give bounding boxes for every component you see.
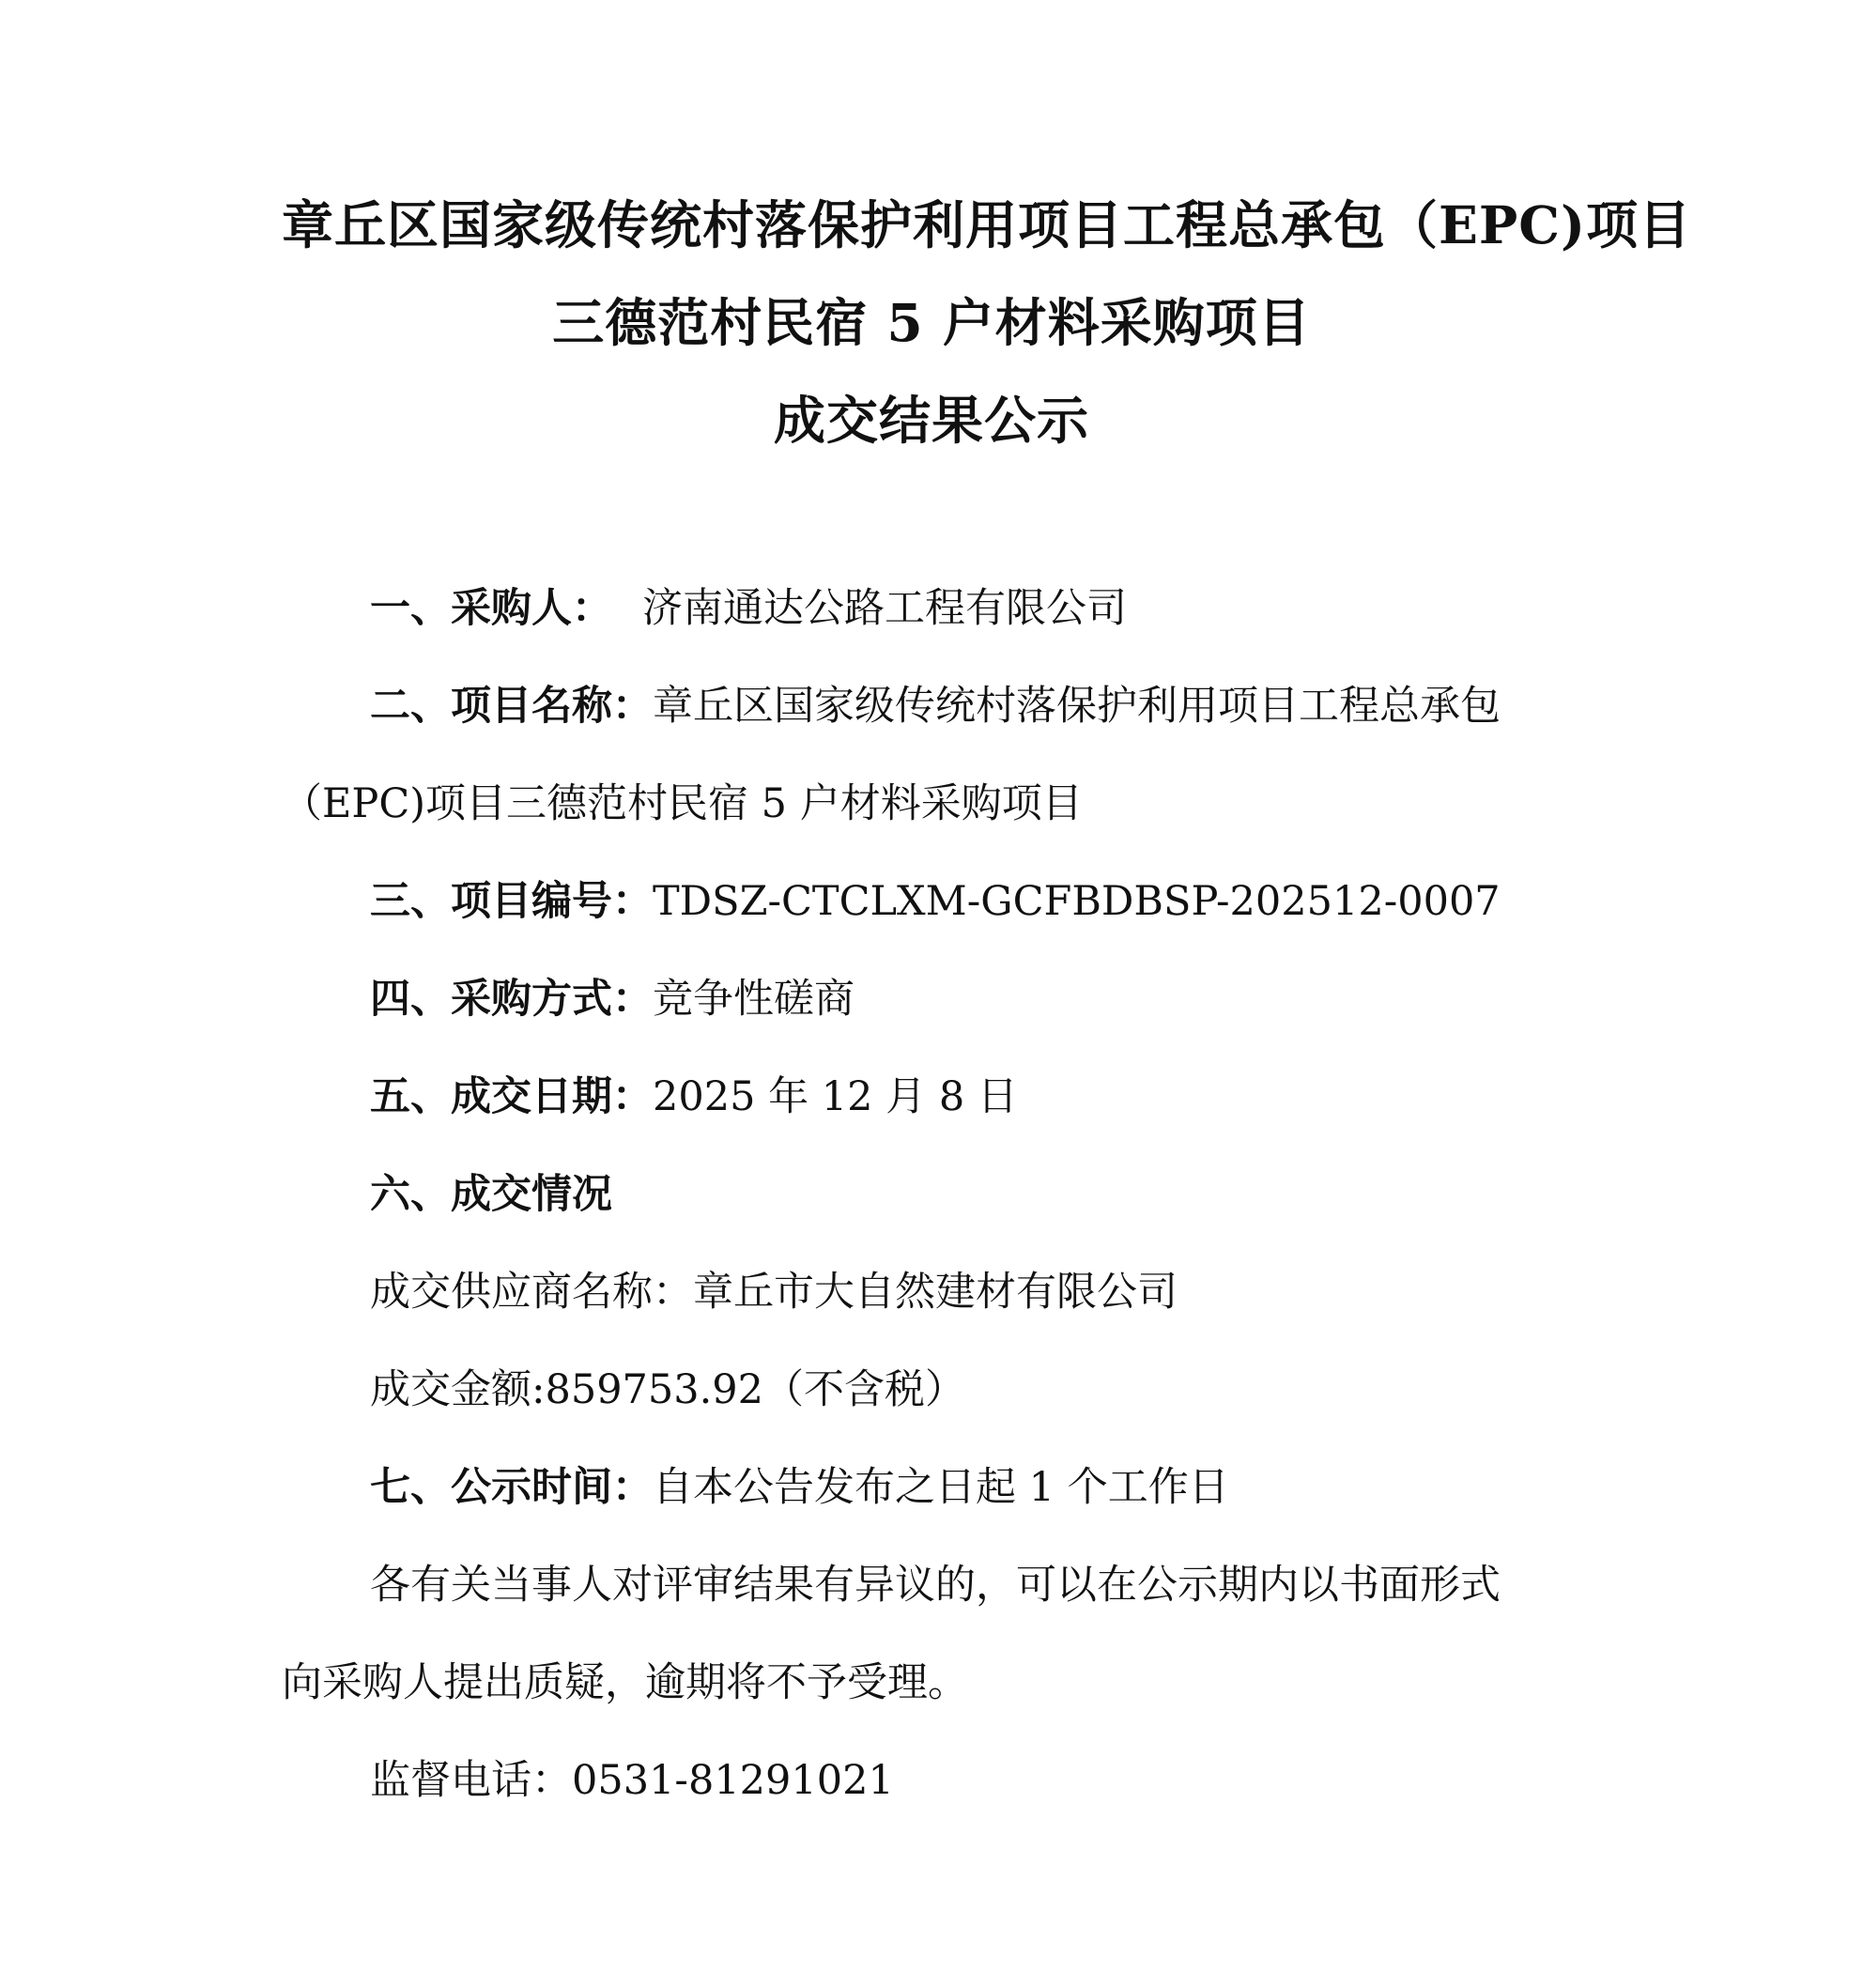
deal-status-label: 六、成交情况 [370, 1171, 612, 1218]
project-number-value: TDSZ-CTCLXM-GCFBDBSP-202512-0007 [653, 878, 1501, 925]
document-body [282, 560, 1581, 1829]
purchaser-label: 一、采购人： [370, 585, 612, 632]
deal-status-row [282, 1146, 1581, 1243]
project-number-label: 三、项目编号： [370, 878, 653, 925]
supplier-line: 成交供应商名称：章丘市大自然建材有限公司 [370, 1269, 1178, 1316]
title-line-2: 三德范村民宿 5 户材料采购项目 [552, 292, 1311, 353]
procurement-method-row [282, 950, 1581, 1048]
document-title [282, 177, 1692, 470]
deal-date-row [282, 1048, 1581, 1146]
deal-date-value: 2025 年 12 月 8 日 [653, 1073, 1018, 1120]
publicity-period-row [282, 1439, 1581, 1536]
amount-line: 成交金额:859753.92（不含税） [370, 1366, 966, 1413]
supervision-line: 监督电话：0531-81291021 [370, 1757, 894, 1804]
publicity-period-label: 七、公示时间： [370, 1464, 653, 1511]
procurement-method-label: 四、采购方式： [370, 976, 653, 1023]
project-number-row [282, 853, 1581, 950]
amount-row [282, 1341, 1581, 1439]
title-line-3: 成交结果公示 [773, 390, 1089, 451]
supplier-row [282, 1243, 1581, 1341]
deal-date-label: 五、成交日期： [370, 1073, 653, 1120]
objection-line-2: 向采购人提出质疑，逾期将不予受理。 [282, 1659, 968, 1706]
procurement-method-value: 竞争性磋商 [653, 976, 855, 1023]
supervision-row [282, 1732, 1581, 1829]
publicity-period-value: 自本公告发布之日起 1 个工作日 [653, 1464, 1229, 1511]
project-name-value-2: （EPC)项目三德范村民宿 5 户材料采购项目 [282, 780, 1083, 827]
purchaser-value: 济南通达公路工程有限公司 [642, 585, 1127, 632]
objection-line-1: 各有关当事人对评审结果有异议的，可以在公示期内以书面形式 [370, 1562, 1501, 1609]
objection-continuation [282, 1634, 1581, 1732]
objection-row [282, 1536, 1581, 1634]
project-name-row [282, 657, 1581, 755]
project-name-label: 二、项目名称： [370, 683, 653, 730]
project-name-continuation [282, 755, 1581, 853]
purchaser-row [282, 560, 1581, 657]
project-name-value-1: 章丘区国家级传统村落保护利用项目工程总承包 [653, 683, 1501, 730]
title-line-1: 章丘区国家级传统村落保护利用项目工程总承包（EPC)项目 [282, 194, 1692, 255]
